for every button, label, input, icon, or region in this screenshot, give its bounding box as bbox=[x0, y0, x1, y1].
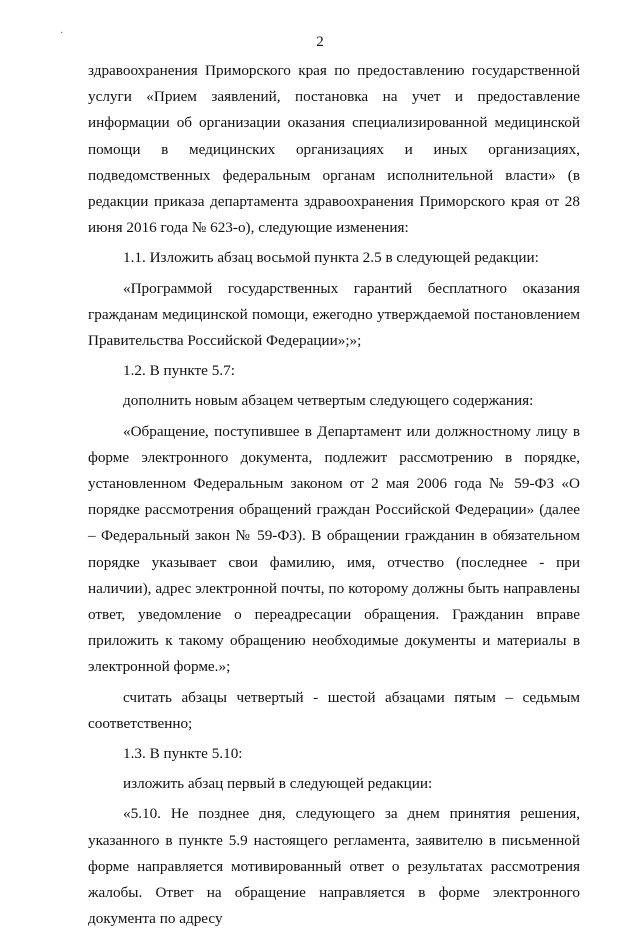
paragraph-quote-5-10: «5.10. Не позднее дня, следующего за днем принятия решения, указанного в пункте 5.9 настоящего регламента, заявителю в письменной форме направляется мотивированный ответ о результатах рассмотрения жалобы. Ответ на обращение направляется в форме электронного документа по адресу bbox=[88, 805, 580, 928]
paragraph-item-1-2: 1.2. В пункте 5.7: bbox=[123, 362, 235, 380]
paragraph-item-1-3: 1.3. В пункте 5.10: bbox=[123, 745, 243, 763]
document-body bbox=[88, 58, 580, 933]
paragraph-item-1-1: 1.1. Изложить абзац восьмой пункта 2.5 в следующей редакции: bbox=[123, 249, 539, 267]
page-number: 2 bbox=[316, 34, 324, 50]
paragraph-continuation: здравоохранения Приморского края по предоставлению государственной услуги «Прием заявлений, постановка на учет и предоставление информации об организации оказания специализированной медицинской помощи в медицинских организациях и иных организациях, подведомственных федеральным органам исполнительной власти» (в редакции приказа департамента здравоохранения Приморского края от 28 июня 2016 года № 623-о), следующие изменения: bbox=[88, 62, 580, 237]
paragraph-izlozhit: изложить абзац первый в следующей редакции: bbox=[123, 775, 433, 793]
paragraph-quote-obrashchenie: «Обращение, поступившее в Департамент или должностному лицу в форме электронного документа, подлежит рассмотрению в порядке, установленном Федеральным законом от 2 мая 2006 года № 59-ФЗ «О порядке рассмотрения обращений граждан Российской Федерации» (далее – Федеральный закон № 59-ФЗ). В обращении гражданин в обязательном порядке указывает свои фамилию, имя, отчество (последнее - при наличии), адрес электронной почты, по которому должны быть направлены ответ, уведомление о переадресации обращения. Гражданин вправе приложить к такому обращению необходимые документы и материалы в электронной форме.»; bbox=[88, 422, 580, 676]
paragraph-add-abzac: дополнить новым абзацем четвертым следующего содержания: bbox=[123, 392, 534, 410]
scan-mark: · bbox=[60, 28, 64, 39]
paragraph-quote-programme: «Программой государственных гарантий бесплатного оказания гражданам медицинской помощи, ежегодно утверждаемой постановлением Правительства Российской Федерации»;»; bbox=[88, 279, 580, 350]
paragraph-renumber: считать абзацы четвертый - шестой абзацами пятым – седьмым соответственно; bbox=[88, 688, 580, 732]
